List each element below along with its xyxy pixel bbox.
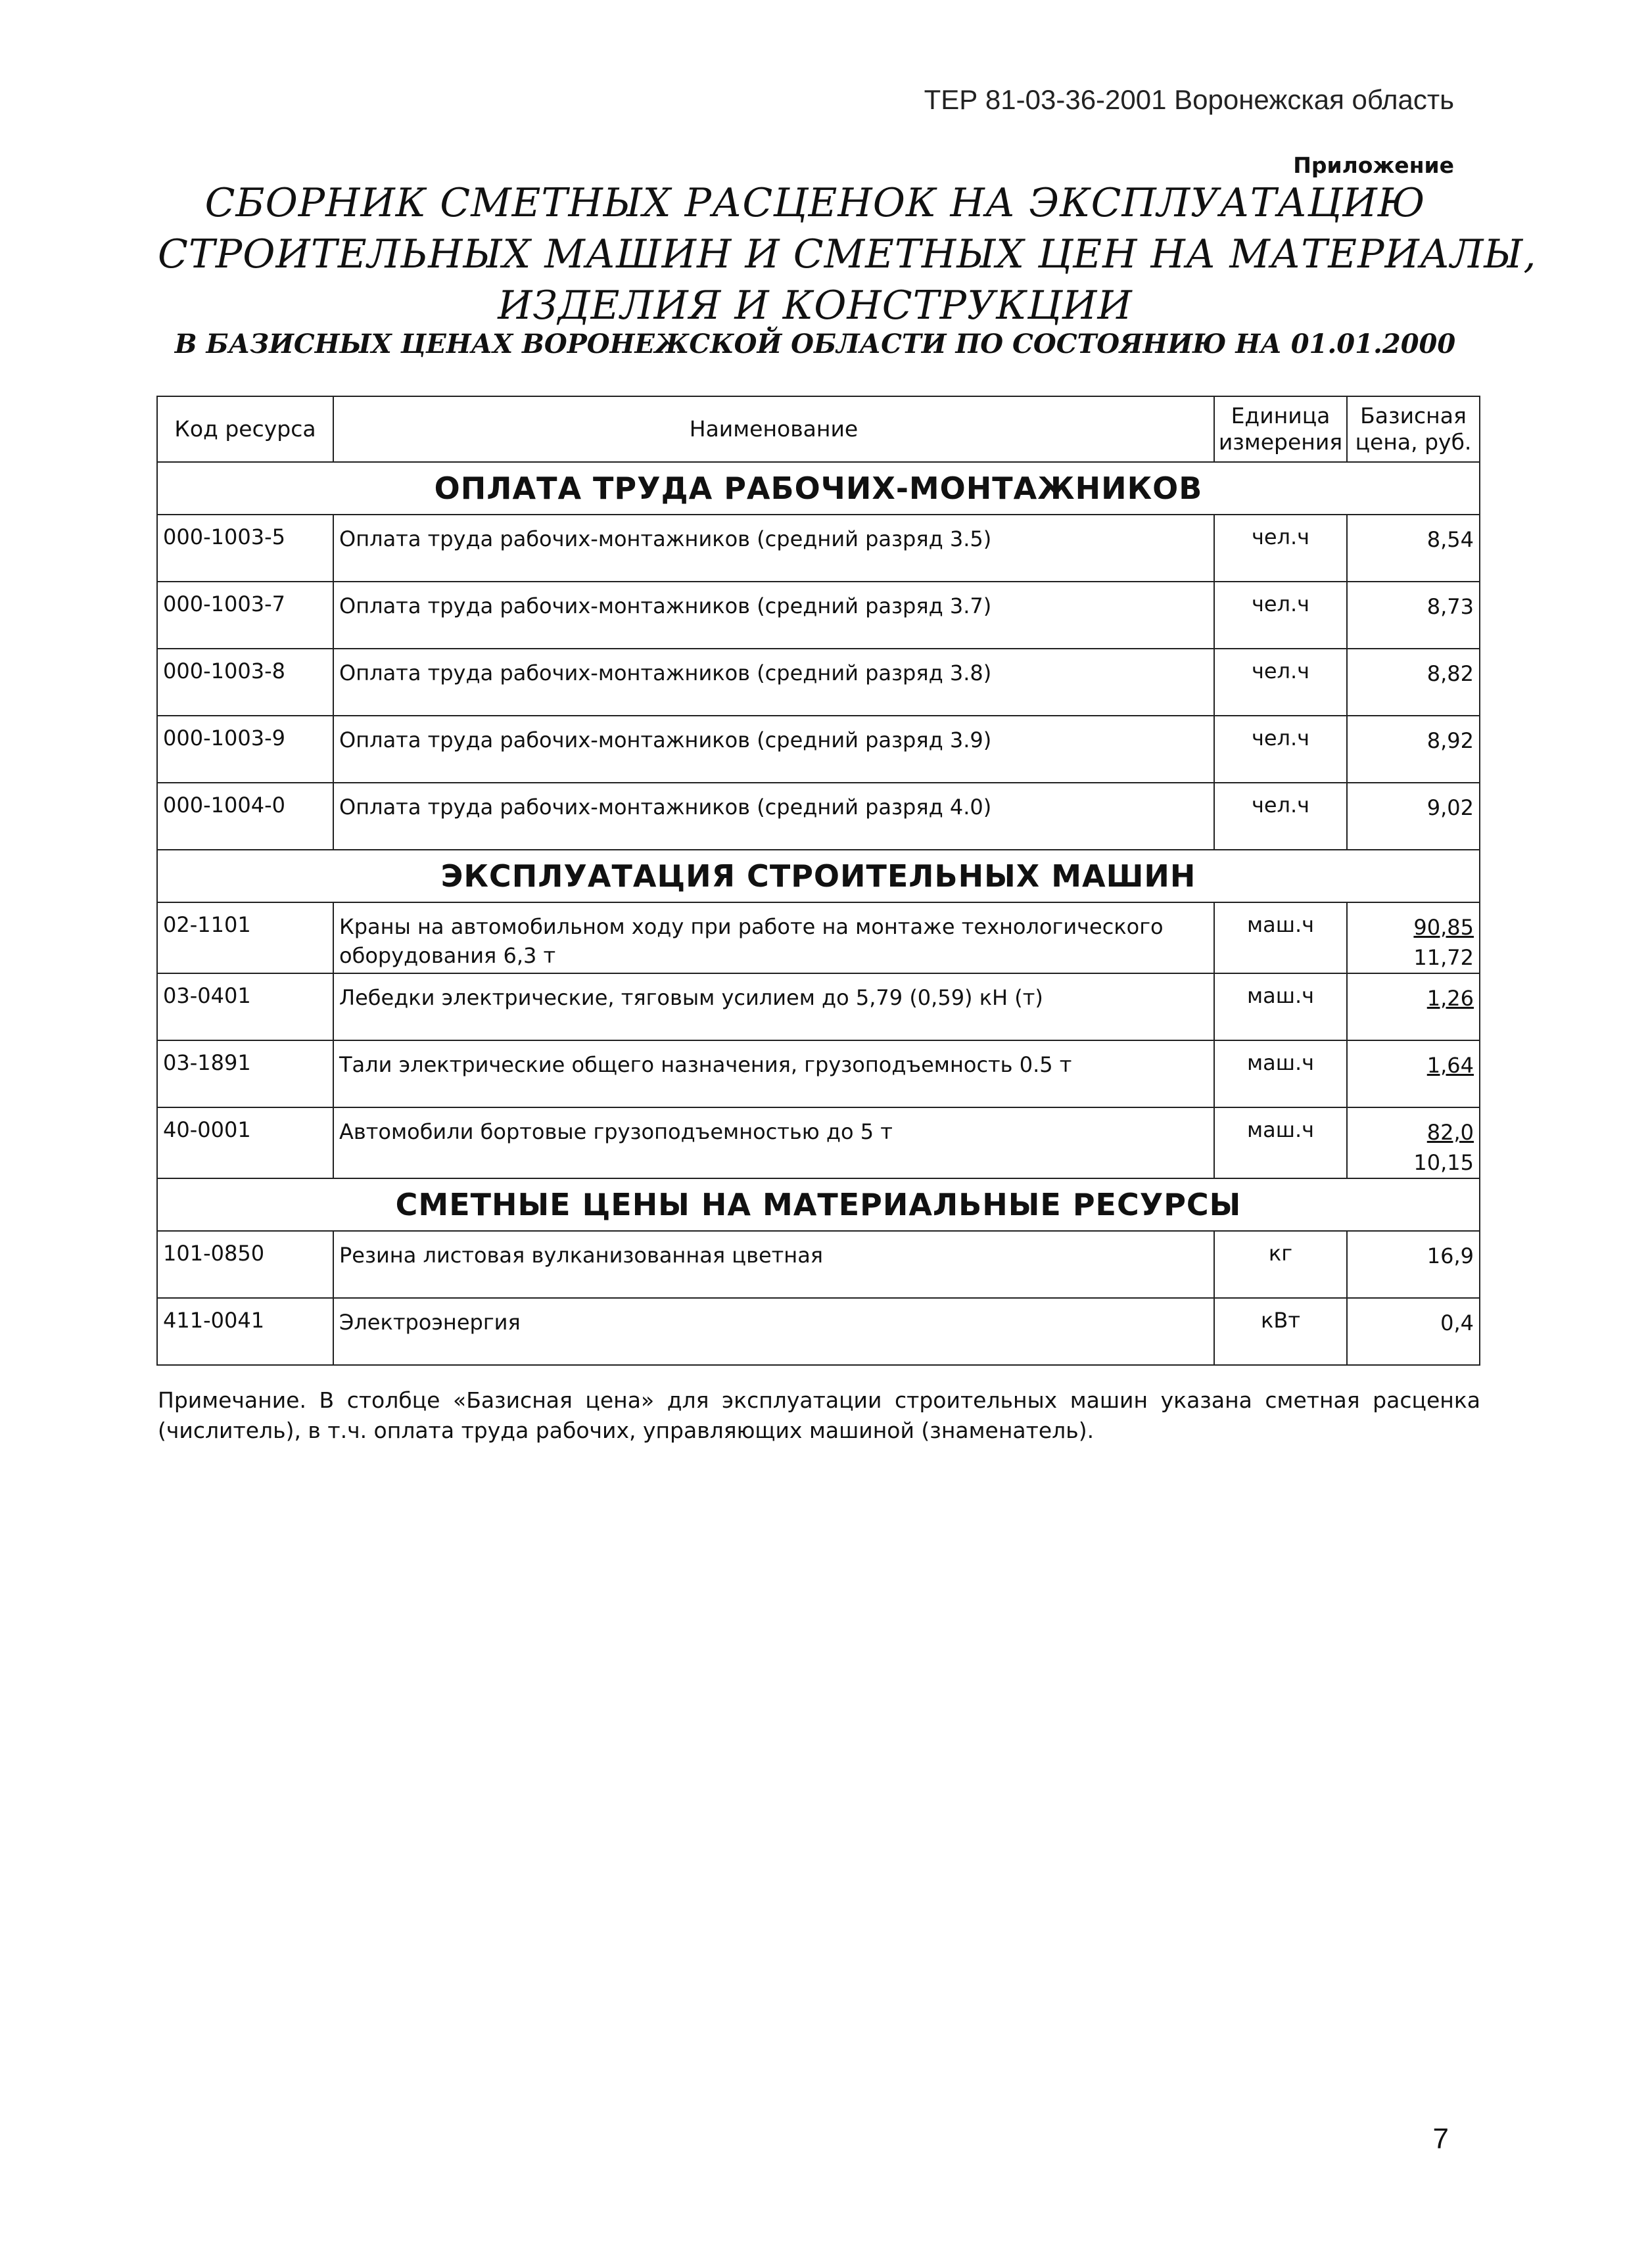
section-title: ЭКСПЛУАТАЦИЯ СТРОИТЕЛЬНЫХ МАШИН (157, 850, 1480, 902)
price-denominator: 11,72 (1413, 945, 1474, 970)
table-header-row (157, 396, 1480, 462)
cell-unit: чел.ч (1214, 716, 1347, 783)
header-unit-line2: измерения (1218, 429, 1343, 455)
table-row (157, 1231, 1480, 1298)
table-row (157, 716, 1480, 783)
cell-code: 101-0850 (157, 1231, 333, 1298)
price-numerator: 1,26 (1426, 986, 1474, 1011)
cell-unit: маш.ч (1214, 902, 1347, 973)
price-denominator: 10,15 (1413, 1150, 1474, 1175)
cell-price (1347, 1231, 1480, 1298)
price-numerator: 82,0 (1426, 1120, 1474, 1145)
cell-name: Резина листовая вулканизованная цветная (333, 1231, 1214, 1298)
document-title (158, 177, 1537, 331)
cell-code: 000-1003-7 (157, 582, 333, 649)
cell-name: Электроэнергия (333, 1298, 1214, 1365)
cell-name: Лебедки электрические, тяговым усилием до 5,79 (0,59) кН (т) (333, 973, 1214, 1040)
cell-price (1347, 1040, 1480, 1107)
document-subtitle: В БАЗИСНЫХ ЦЕНАХ ВОРОНЕЖСКОЙ ОБЛАСТИ ПО СОСТОЯНИЮ НА 01.01.2000 (174, 329, 1456, 359)
resources-table (156, 396, 1480, 1366)
cell-price (1347, 783, 1480, 850)
table-row (157, 1298, 1480, 1365)
section-title: ОПЛАТА ТРУДА РАБОЧИХ-МОНТАЖНИКОВ (157, 462, 1480, 515)
cell-unit: чел.ч (1214, 783, 1347, 850)
cell-code: 000-1003-5 (157, 515, 333, 582)
page-number: 7 (1432, 2123, 1449, 2155)
price-value: 9,02 (1426, 795, 1474, 820)
header-price-line2: цена, руб. (1355, 429, 1472, 455)
cell-name: Автомобили бортовые грузоподъемностью до 5 т (333, 1107, 1214, 1178)
section-header-row (157, 850, 1480, 902)
cell-price (1347, 1107, 1480, 1178)
cell-unit: маш.ч (1214, 1107, 1347, 1178)
section-header-row (157, 462, 1480, 515)
cell-price (1347, 902, 1480, 973)
cell-price (1347, 1298, 1480, 1365)
section-title: СМЕТНЫЕ ЦЕНЫ НА МАТЕРИАЛЬНЫЕ РЕСУРСЫ (157, 1178, 1480, 1231)
cell-code: 411-0041 (157, 1298, 333, 1365)
table-note: Примечание. В столбце «Базисная цена» для эксплуатации строительных машин указана сметная расценка (числитель), в т.ч. оплата труда рабочих, управляющих машиной (знаменатель). (158, 1387, 1480, 1443)
document-reference: ТЕР 81-03-36-2001 Воронежская область (924, 84, 1454, 115)
cell-price (1347, 515, 1480, 582)
appendix-label: Приложение (1293, 152, 1454, 178)
cell-code: 000-1003-8 (157, 649, 333, 716)
cell-name: Оплата труда рабочих-монтажников (средний разряд 3.8) (333, 649, 1214, 716)
price-value: 0,4 (1440, 1310, 1474, 1335)
title-line: СТРОИТЕЛЬНЫХ МАШИН И СМЕТНЫХ ЦЕН НА МАТЕРИАЛЫ, (158, 231, 1537, 277)
cell-code: 000-1003-9 (157, 716, 333, 783)
table-row (157, 783, 1480, 850)
price-value: 8,54 (1426, 527, 1474, 552)
cell-price (1347, 973, 1480, 1040)
cell-unit: маш.ч (1214, 1040, 1347, 1107)
cell-name: Оплата труда рабочих-монтажников (средний разряд 3.7) (333, 582, 1214, 649)
cell-name: Оплата труда рабочих-монтажников (средний разряд 3.9) (333, 716, 1214, 783)
cell-code: 40-0001 (157, 1107, 333, 1178)
cell-name: Краны на автомобильном ходу при работе на монтаже технологического оборудования 6,3 т (333, 902, 1214, 973)
header-code: Код ресурса (157, 396, 333, 462)
price-value: 8,92 (1426, 728, 1474, 753)
cell-unit: чел.ч (1214, 649, 1347, 716)
cell-unit: маш.ч (1214, 973, 1347, 1040)
table-row (157, 902, 1480, 973)
header-unit (1214, 396, 1347, 462)
cell-price (1347, 649, 1480, 716)
cell-name: Оплата труда рабочих-монтажников (средний разряд 3.5) (333, 515, 1214, 582)
table-row (157, 1040, 1480, 1107)
table-row (157, 515, 1480, 582)
price-value: 8,73 (1426, 594, 1474, 619)
title-line: ИЗДЕЛИЯ И КОНСТРУКЦИИ (498, 283, 1133, 329)
table-row (157, 973, 1480, 1040)
header-name: Наименование (333, 396, 1214, 462)
header-price-line1: Базисная (1360, 403, 1467, 428)
table-row (157, 1107, 1480, 1178)
cell-code: 03-0401 (157, 973, 333, 1040)
table-row (157, 649, 1480, 716)
cell-price (1347, 582, 1480, 649)
cell-unit: чел.ч (1214, 582, 1347, 649)
price-numerator: 1,64 (1426, 1053, 1474, 1078)
title-line: СБОРНИК СМЕТНЫХ РАСЦЕНОК НА ЭКСПЛУАТАЦИЮ (204, 180, 1426, 226)
cell-name: Оплата труда рабочих-монтажников (средний разряд 4.0) (333, 783, 1214, 850)
header-unit-line1: Единица (1231, 403, 1331, 428)
cell-unit: чел.ч (1214, 515, 1347, 582)
table-row (157, 582, 1480, 649)
header-price (1347, 396, 1480, 462)
price-numerator: 90,85 (1413, 915, 1474, 940)
price-value: 16,9 (1426, 1243, 1474, 1268)
cell-code: 000-1004-0 (157, 783, 333, 850)
section-header-row (157, 1178, 1480, 1231)
price-value: 8,82 (1426, 661, 1474, 686)
cell-code: 02-1101 (157, 902, 333, 973)
cell-name: Тали электрические общего назначения, грузоподъемность 0.5 т (333, 1040, 1214, 1107)
cell-unit: кг (1214, 1231, 1347, 1298)
cell-price (1347, 716, 1480, 783)
cell-unit: кВт (1214, 1298, 1347, 1365)
cell-code: 03-1891 (157, 1040, 333, 1107)
